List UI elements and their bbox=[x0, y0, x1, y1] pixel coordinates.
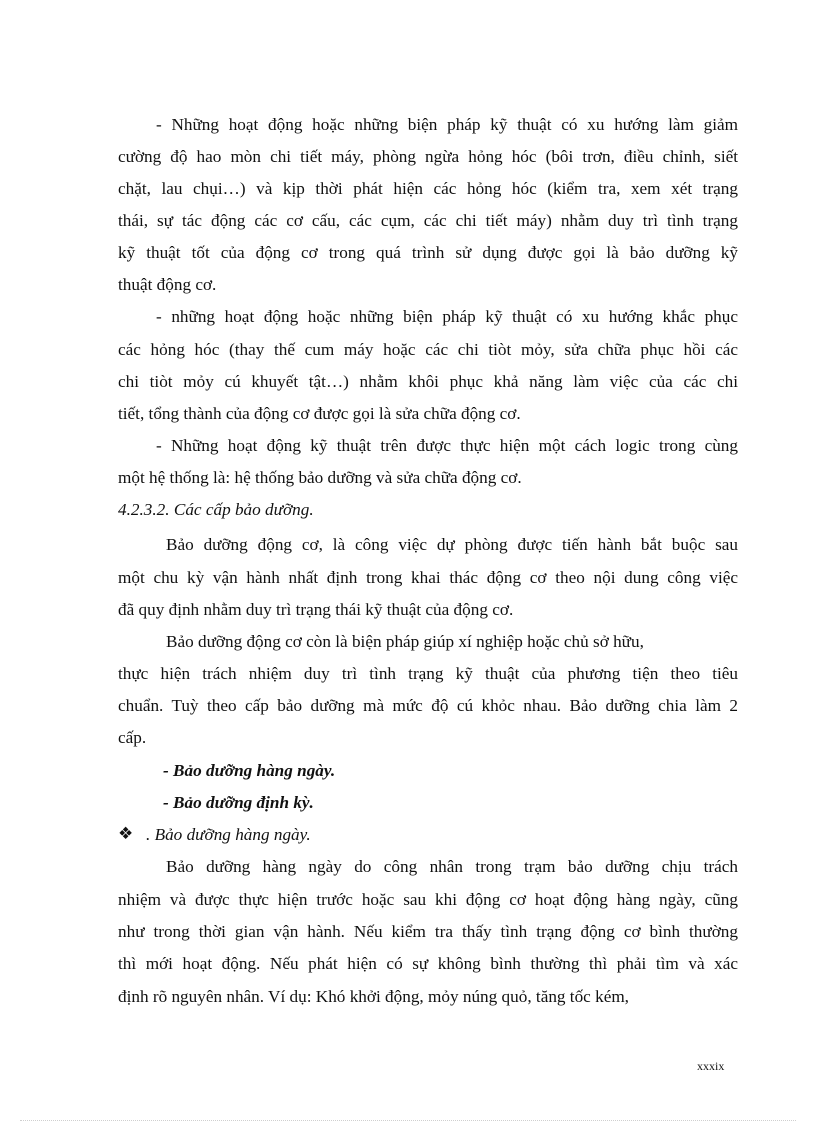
paragraph-line: như trong thời gian vận hành. Nếu kiểm tra thấy tình trạng động cơ bình thường bbox=[118, 922, 738, 941]
paragraph-line: chặt, lau chụi…) và kịp thời phát hiện các hỏng hóc (kiểm tra, xem xét trạng bbox=[118, 179, 738, 198]
paragraph-line: thực hiện trách nhiệm duy trì tình trạng kỹ thuật của phương tiện theo tiêu bbox=[118, 664, 738, 683]
paragraph-line: thuật động cơ. bbox=[118, 275, 217, 294]
subsection-heading: . Bảo dưỡng hàng ngày. bbox=[146, 825, 311, 844]
paragraph-line: đã quy định nhằm duy trì trạng thái kỹ thuật của động cơ. bbox=[118, 600, 514, 619]
paragraph-line: thái, sự tác động các cơ cấu, các cụm, các chi tiết máy) nhằm duy trì tình trạng bbox=[118, 211, 738, 230]
paragraph-line: Bảo dưỡng động cơ còn là biện pháp giúp xí nghiệp hoặc chủ sở hữu, bbox=[166, 632, 644, 651]
paragraph-line: chi tiòt mỏy cú khuyết tật…) nhằm khôi phục khả năng làm việc của các chi bbox=[118, 372, 738, 391]
paragraph-line: cấp. bbox=[118, 728, 147, 747]
section-heading: 4.2.3.2. Các cấp bảo dưỡng. bbox=[118, 500, 314, 519]
list-item: - Bảo dưỡng hàng ngày. bbox=[163, 761, 336, 780]
paragraph-line: thì mới hoạt động. Nếu phát hiện có sự không bình thường thì phải tìm và xác bbox=[118, 954, 738, 973]
page-bottom-border bbox=[20, 1120, 796, 1121]
paragraph-line: kỹ thuật tốt của động cơ trong quá trình sử dụng được gọi là bảo dưỡng kỹ bbox=[118, 243, 738, 262]
paragraph-line: chuẩn. Tuỳ theo cấp bảo dưỡng mà mức độ cú khỏc nhau. Bảo dưỡng chia làm 2 bbox=[118, 696, 738, 715]
paragraph-line: các hỏng hóc (thay thế cum máy hoặc các chi tiòt mỏy, sửa chữa phục hồi các bbox=[118, 340, 738, 359]
paragraph-line: - Những hoạt động hoặc những biện pháp kỹ thuật có xu hướng làm giảm bbox=[156, 115, 738, 134]
paragraph-line: một chu kỳ vận hành nhất định trong khai thác động cơ theo nội dung công việc bbox=[118, 568, 738, 587]
paragraph-line: định rõ nguyên nhân. Ví dụ: Khó khởi động, mỏy núng quỏ, tăng tốc kém, bbox=[118, 987, 629, 1006]
paragraph-line: cường độ hao mòn chi tiết máy, phòng ngừa hỏng hóc (bôi trơn, điều chỉnh, siết bbox=[118, 147, 738, 166]
paragraph-line: một hệ thống là: hệ thống bảo dưỡng và sửa chữa động cơ. bbox=[118, 468, 522, 487]
list-item: - Bảo dưỡng định kỳ. bbox=[163, 793, 314, 812]
paragraph-line: tiết, tổng thành của động cơ được gọi là sửa chữa động cơ. bbox=[118, 404, 521, 423]
paragraph-line: - Những hoạt động kỹ thuật trên được thực hiện một cách logic trong cùng bbox=[156, 436, 738, 455]
page-number: xxxix bbox=[697, 1059, 725, 1073]
paragraph-line: Bảo dưỡng hàng ngày do công nhân trong trạm bảo dưỡng chịu trách bbox=[166, 857, 738, 876]
paragraph-line: - những hoạt động hoặc những biện pháp kỹ thuật có xu hướng khắc phục bbox=[156, 307, 738, 326]
diamond-bullet-icon: ❖ bbox=[118, 824, 134, 844]
paragraph-line: Bảo dưỡng động cơ, là công việc dự phòng được tiến hành bắt buộc sau bbox=[166, 535, 738, 554]
paragraph-line: nhiệm và được thực hiện trước hoặc sau khi động cơ hoạt động hàng ngày, cũng bbox=[118, 890, 738, 909]
